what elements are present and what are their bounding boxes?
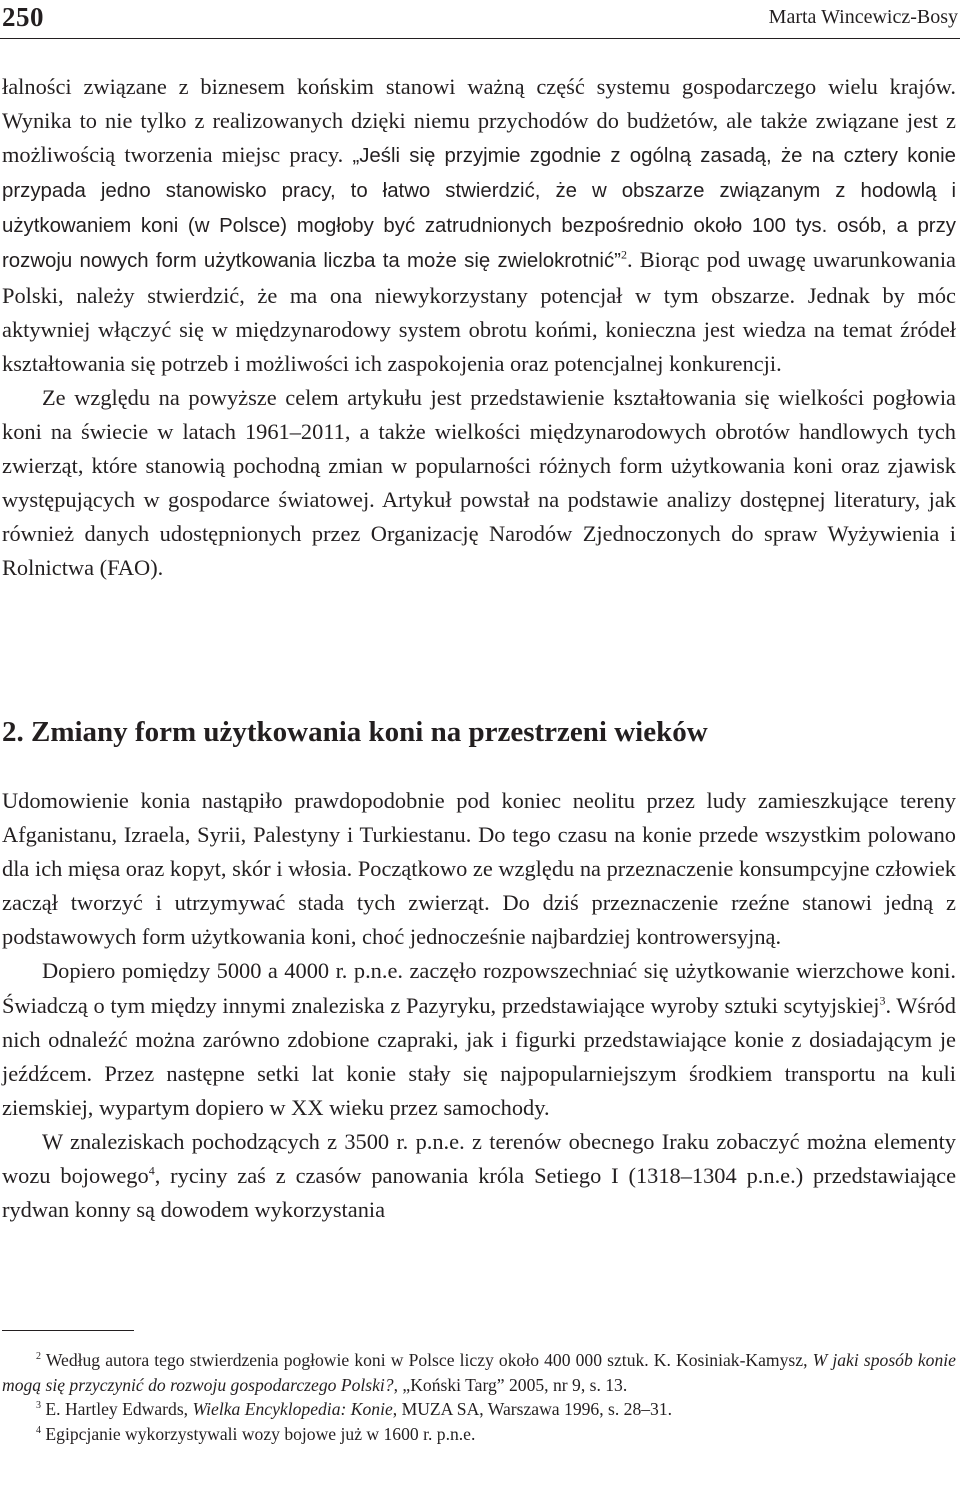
intro-p1-text: łalności związane z biznesem końskim stanowi ważną część systemu gospodarczego wielu krajów. Wynika to nie tylko z realizowanych dzięki niemu przychodów do budżetów, ale także związane jest z możliwością tworzenia miejsc pracy.	[2, 74, 956, 168]
footnote-title: W jaki sposób konie mogą się przyczynić do rozwoju gospodarczego Polski?	[2, 1350, 956, 1395]
intro-p1-rest: . Biorąc pod uwagę uwarunkowania Polski, należy stwierdzić, że ma ona niewykorzystany potencjał w tym obszarze. Jednak by móc aktywniej włączyć się w międzynarodowy system obrotu końmi, konieczna jest wiedza na temat źródeł kształtowania się potrzeb i możliwości ich zaspokojenia oraz potencjalnej konkurencji.	[2, 247, 956, 376]
section2-paragraph-3	[2, 1125, 956, 1227]
footnote-text: E. Hartley Edwards,	[45, 1399, 193, 1419]
footnote-text-end: , MUZA SA, Warszawa 1996, s. 28–31.	[392, 1399, 673, 1419]
section2-paragraph-2	[2, 954, 956, 1124]
footnotes	[2, 1348, 956, 1446]
footnote-number: 3	[36, 1400, 41, 1412]
section-2-text	[2, 784, 956, 1227]
section2-p2-text-b: . Wśród nich odnaleźć można zarówno zdobione czapraki, jak i figurki przedstawiające konie z dosiadającym je jeźdźcem. Przez następne setki lat konie stały się najpopularniejszym środkiem transportu na kuli ziemskiej, wypartym dopiero w XX wieku przez samochody.	[2, 992, 956, 1120]
section2-p3-text-b: , ryciny zaś z czasów panowania króla Setiego I (1318–1304 p.n.e.) przedstawiające rydwan konny są dowodem wykorzystania	[2, 1163, 957, 1223]
footnote-title: Wielka Encyklopedia: Konie	[192, 1399, 393, 1419]
section-heading: 2. Zmiany form użytkowania koni na przestrzeni wieków	[2, 716, 708, 748]
section2-paragraph-1: Udomowienie konia nastąpiło prawdopodobnie pod koniec neolitu przez ludy zamieszkujące tereny Afganistanu, Izraela, Syrii, Palestyny i Turkiestanu. Do tego czasu na konie przede wszystkim polowano dla ich mięsa oraz kopyt, skór i włosia. Początkowo ze względu na przeznaczenie konsumpcyjne człowiek zaczął tworzyć i utrzymywać stada tych zwierząt. Do dziś przeznaczenie rzeźne stanowi jedną z podstawowych form użytkowania koni, choć jednocześnie najbardziej kontrowersyjną.	[2, 788, 956, 950]
footnote-number: 2	[36, 1351, 41, 1363]
intro-paragraph-1	[2, 70, 956, 381]
footnote-4	[2, 1422, 956, 1447]
section2-p2-text-a: Dopiero pomiędzy 5000 a 4000 r. p.n.e. zaczęło rozpowszechniać się użytkowanie wierzchowe koni. Świadczą o tym między innymi znaleziska z Pazyryku, przedstawiające wyroby sztuki scytyjskiej	[2, 958, 956, 1018]
footnote-ref-4[interactable]: 4	[148, 1163, 155, 1178]
intro-text	[2, 70, 956, 585]
section2-p3-text-a: W znaleziskach pochodzących z 3500 r. p.n.e. z terenów obecnego Iraku zobaczyć można elementy wozu bojowego	[2, 1128, 956, 1189]
intro-p1-quote: „Jeśli się przyjmie zgodnie z ogólną zasadą, że na cztery konie przypada jedno stanowisko pracy, to łatwo stwierdzić, że w obszarze związanym z hodowlą i użytkowaniem koni (w Polsce) mogłoby być zatrudnionych bezpośrednio około 100 tys. osób, a przy rozwoju nowych form użytkowania liczba ta może się zwielokrotnić”	[2, 145, 956, 273]
running-head-author: Marta Wincewicz-Bosy	[768, 6, 958, 28]
footnote-2	[2, 1348, 956, 1397]
footnote-number: 4	[36, 1424, 41, 1436]
page-header	[0, 0, 960, 39]
footnote-divider	[2, 1330, 134, 1331]
footnote-ref-2[interactable]: 2	[620, 248, 627, 262]
intro-paragraph-2: Ze względu na powyższe celem artykułu jest przedstawienie kształtowania się wielkości pogłowia koni na świecie w latach 1961–2011, a także wielkości międzynarodowych obrotów handlowych tych zwierząt, które stanowią pochodną zmian w popularności różnych form użytkowania koni oraz zjawisk występujących w gospodarce światowej. Artykuł powstał na podstawie analizy dostępnej literatury, jak również danych udostępnionych przez Organizację Narodów Zjednoczonych do spraw Wyżywienia i Rolnictwa (FAO).	[2, 384, 956, 581]
footnote-ref-3[interactable]: 3	[879, 993, 886, 1008]
page-number: 250	[2, 2, 44, 32]
footnote-3	[2, 1397, 956, 1422]
footnote-text: Egipcjanie wykorzystywali wozy bojowe już w 1600 r. p.n.e.	[45, 1423, 476, 1444]
footnote-text: Według autora tego stwierdzenia pogłowie koni w Polsce liczy około 400 000 sztuk. K. Kosiniak-Kamysz,	[45, 1350, 813, 1370]
footnote-text-end: , „Koński Targ” 2005, nr 9, s. 13.	[393, 1374, 628, 1395]
